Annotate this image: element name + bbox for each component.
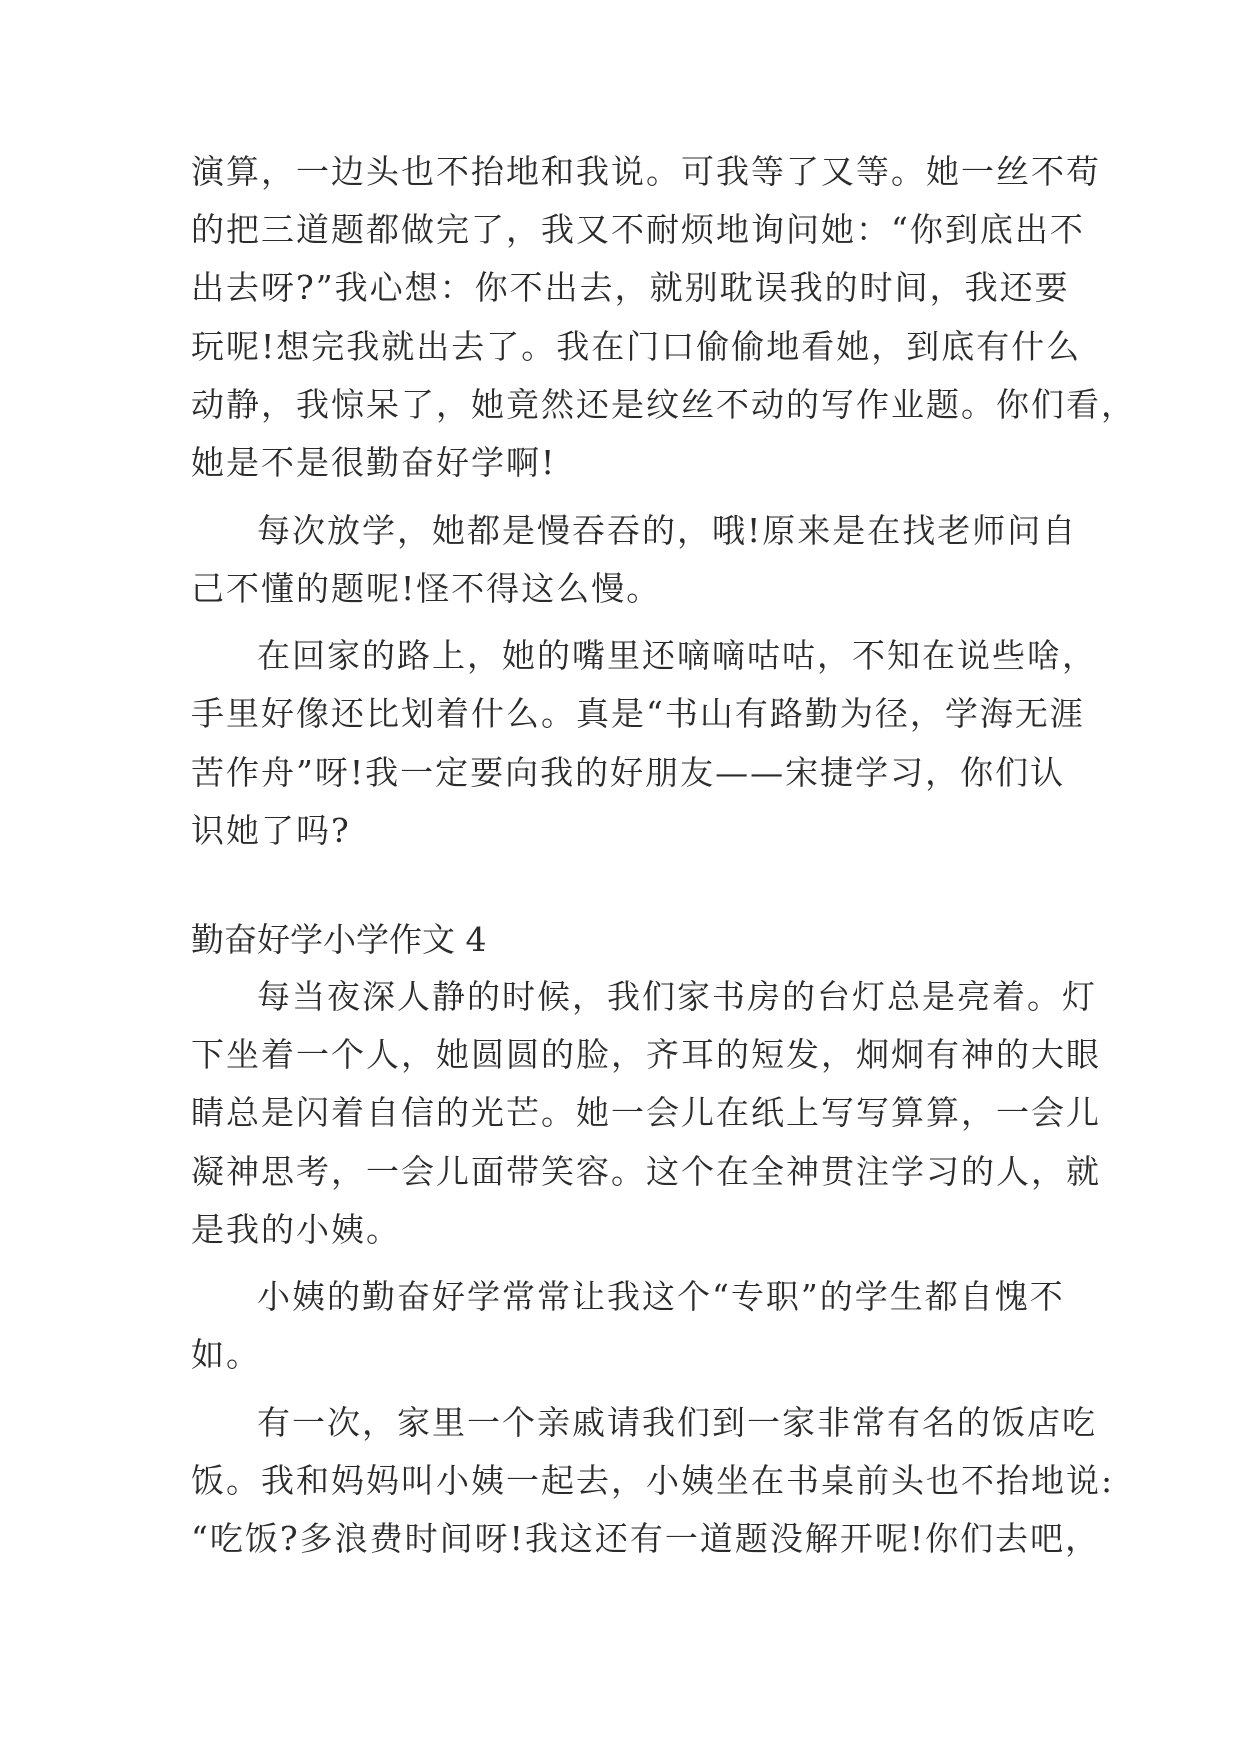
paragraph-line: 出去呀?”我心想：你不出去，就别耽误我的时间，我还要 — [191, 268, 1070, 307]
paragraph-line: 她是不是很勤奋好学啊! — [191, 443, 557, 482]
paragraph-line: 如。 — [191, 1335, 261, 1374]
paragraph-line: 识她了吗? — [191, 811, 351, 850]
paragraph-line: 己不懂的题呢!怪不得这么慢。 — [191, 569, 662, 608]
paragraph-line: 动静，我惊呆了，她竟然还是纹丝不动的写作业题。你们看， — [191, 385, 1136, 424]
paragraph-line: 的把三道题都做完了，我又不耐烦地询问她：“你到底出不 — [191, 210, 1085, 249]
paragraph-line: 玩呢!想完我就出去了。我在门口偷偷地看她，到底有什么 — [191, 327, 1082, 366]
paragraph-line: 有一次，家里一个亲戚请我们到一家非常有名的饭店吃 — [257, 1403, 1097, 1442]
paragraph-line: 演算，一边头也不抬地和我说。可我等了又等。她一丝不苟 — [191, 152, 1101, 191]
paragraph-line: 手里好像还比划着什么。真是“书山有路勤为径，学海无涯 — [191, 694, 1085, 733]
section-heading: 勤奋好学小学作文 4 — [191, 920, 487, 959]
paragraph-line: “吃饭?多浪费时间呀!我这还有一道题没解开呢!你们去吧， — [191, 1519, 1101, 1558]
paragraph-line: 苦作舟”呀!我一定要向我的好朋友——宋捷学习，你们认 — [191, 753, 1066, 792]
paragraph-line: 下坐着一个人，她圆圆的脸，齐耳的短发，炯炯有神的大眼 — [191, 1035, 1101, 1074]
paragraph-line: 睛总是闪着自信的光芒。她一会儿在纸上写写算算，一会儿 — [191, 1093, 1101, 1132]
paragraph-line: 每当夜深人静的时候，我们家书房的台灯总是亮着。灯 — [257, 977, 1097, 1016]
paragraph-line: 饭。我和妈妈叫小姨一起去，小姨坐在书桌前头也不抬地说: — [191, 1461, 1115, 1500]
paragraph-line: 凝神思考，一会儿面带笑容。这个在全神贯注学习的人，就 — [191, 1152, 1101, 1191]
paragraph-line: 是我的小姨。 — [191, 1210, 401, 1249]
paragraph-line: 每次放学，她都是慢吞吞的，哦!原来是在找老师问自 — [257, 511, 1078, 550]
paragraph-line: 在回家的路上，她的嘴里还嘀嘀咕咕，不知在说些啥， — [257, 636, 1097, 675]
paragraph-line: 小姨的勤奋好学常常让我这个“专职”的学生都自愧不 — [257, 1277, 1065, 1316]
